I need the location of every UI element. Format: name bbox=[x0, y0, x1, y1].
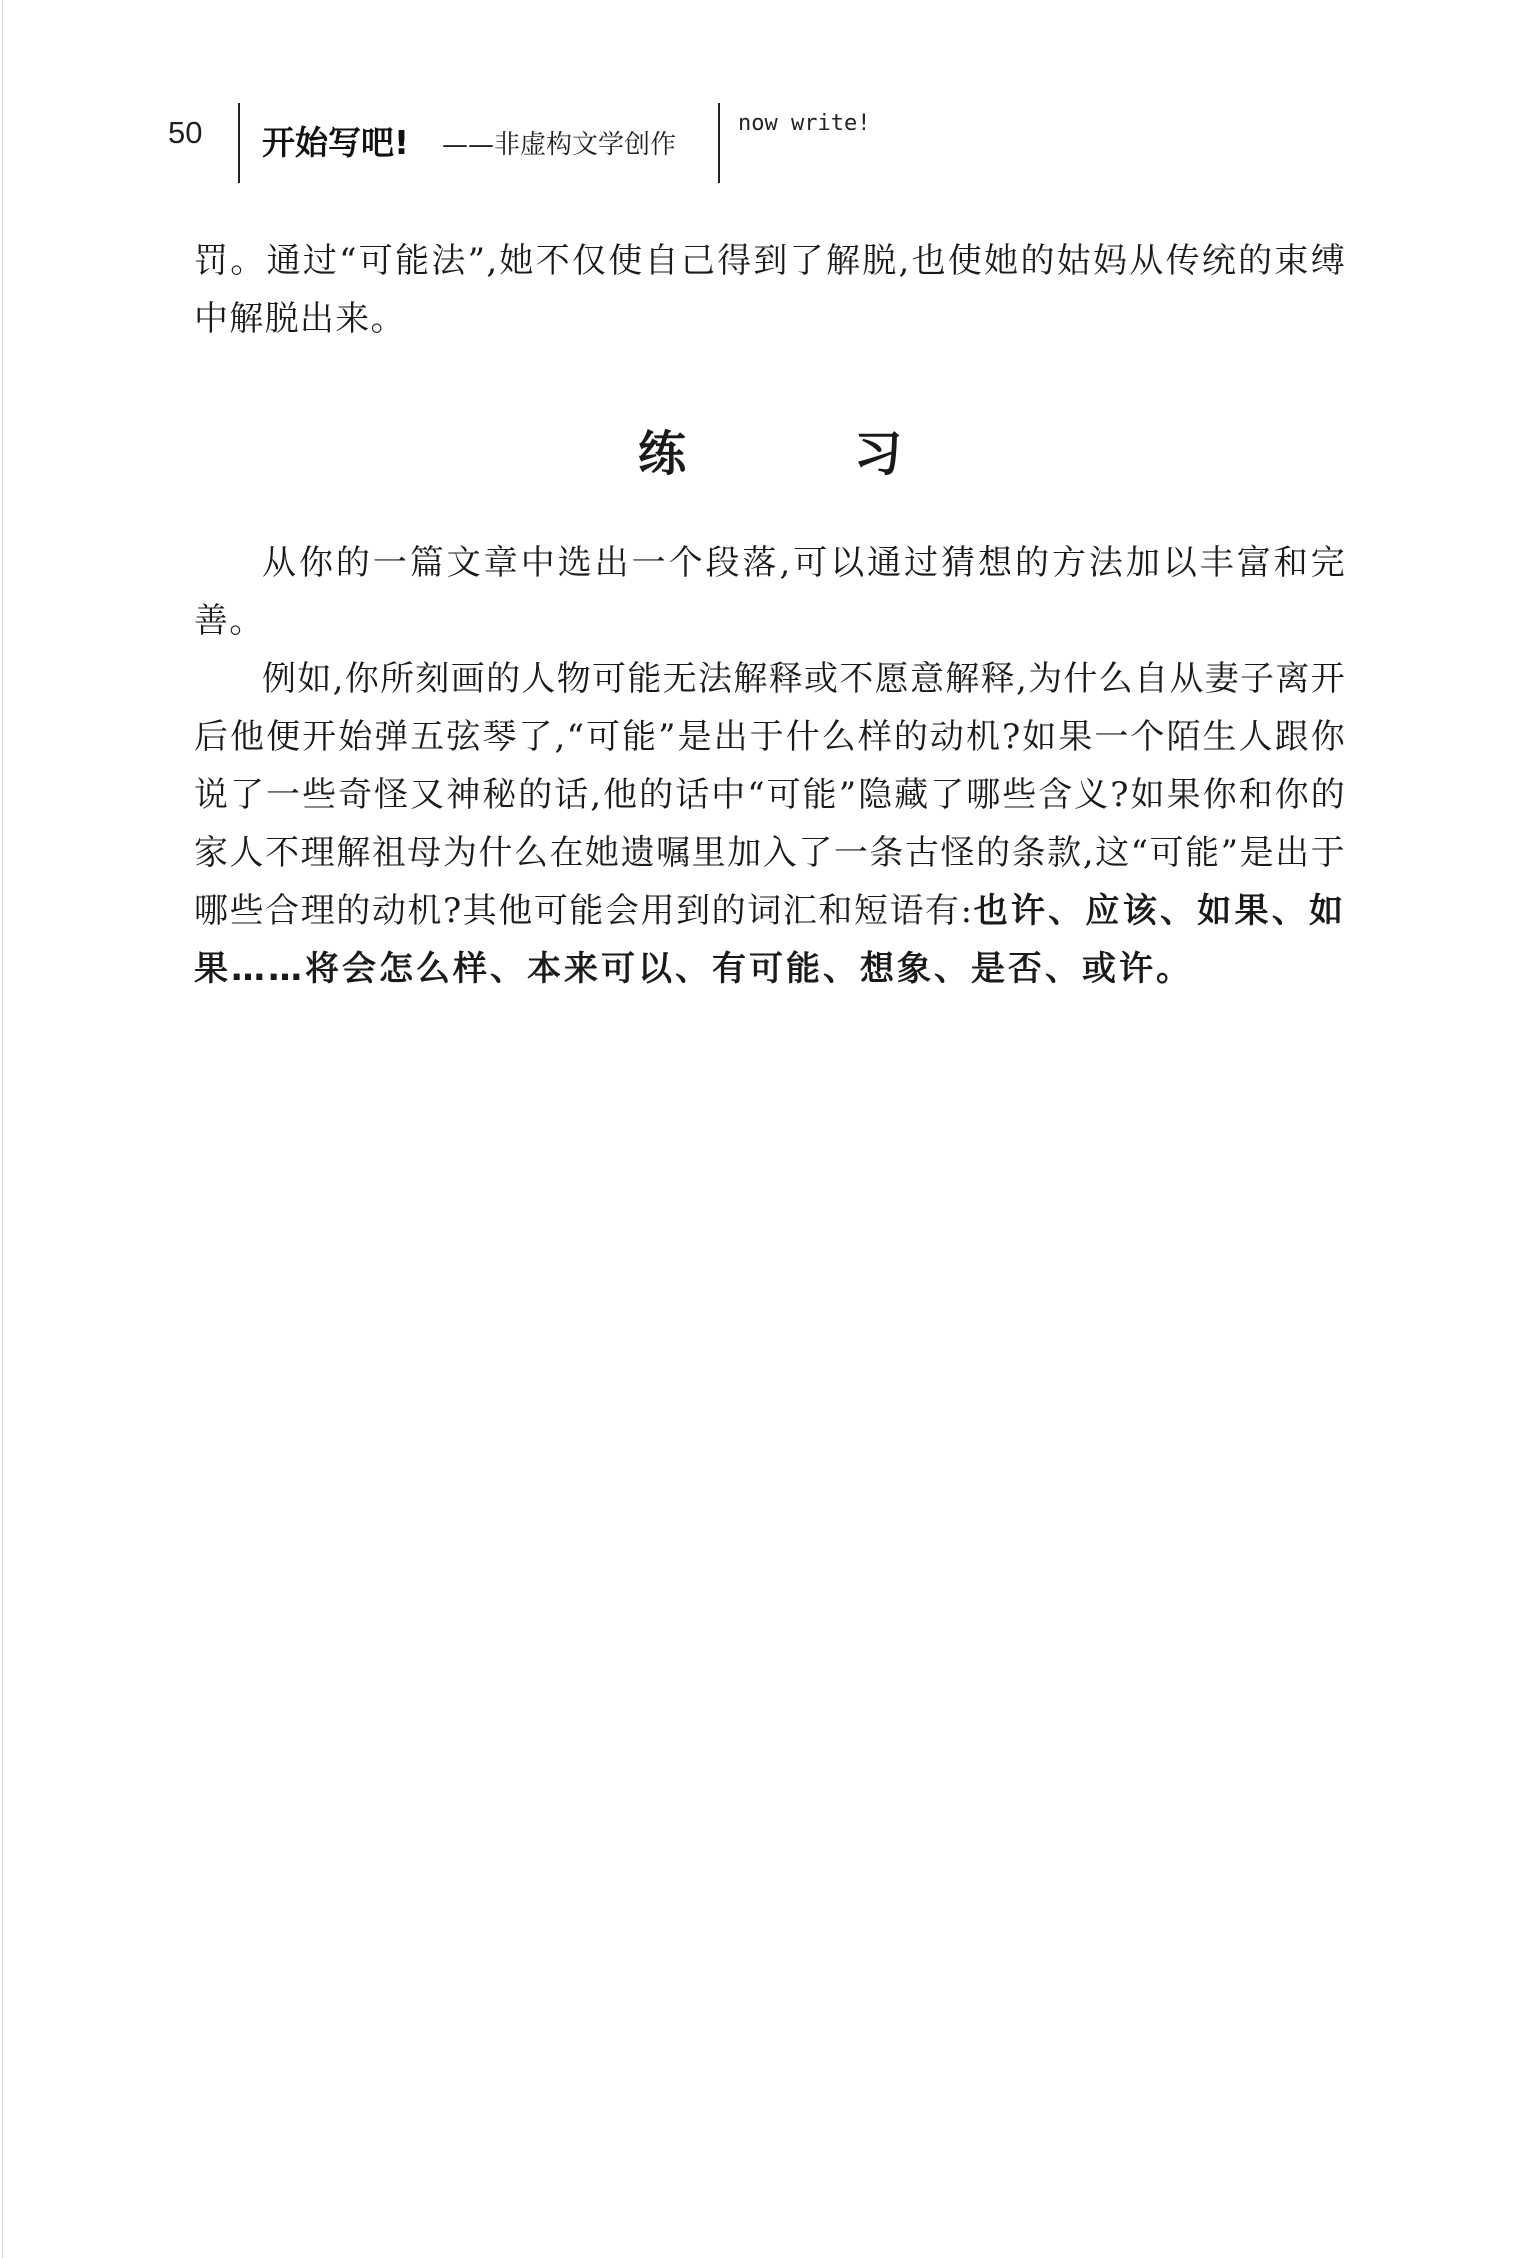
continued-paragraph: 罚。通过“可能法”,她不仅使自己得到了解脱,也使她的姑妈从传统的束缚中解脱出来。 bbox=[194, 241, 1346, 339]
english-title: now write! bbox=[738, 111, 871, 136]
running-header bbox=[0, 95, 1536, 185]
example-paragraph bbox=[194, 650, 1346, 998]
exercise-paragraph: 从你的一篇文章中选出一个段落,可以通过猜想的方法加以丰富和完善。 bbox=[194, 543, 1346, 641]
book-title: 开始写吧! bbox=[262, 123, 410, 162]
example-text: 例如,你所刻画的人物可能无法解释或不愿意解释,为什么自从妻子离开后他便开始弹五弦琴了,“可能”是出于什么样的动机?如果一个陌生人跟你说了一些奇怪又神秘的话,他的话中“可能”隐藏了哪些含义?如果你和你的家人不理解祖母为什么在她遗嘱里加入了一条古怪的条款,这“可能”是出于哪些合理的动机?其他可能会用到的词汇和短语有: bbox=[194, 659, 1346, 931]
header-divider bbox=[718, 103, 720, 183]
section-title: 练 习 bbox=[637, 426, 962, 482]
page-number: 50 bbox=[168, 115, 203, 150]
page-edge bbox=[2, 0, 3, 2258]
book-subtitle: ——非虚构文学创作 bbox=[442, 130, 677, 160]
example-terms: 也许、应该、如果、如果……将会怎么样、本来可以、有可能、想象、是否、或许。 bbox=[194, 891, 1347, 989]
header-divider bbox=[238, 103, 240, 183]
page-content bbox=[194, 232, 1346, 998]
